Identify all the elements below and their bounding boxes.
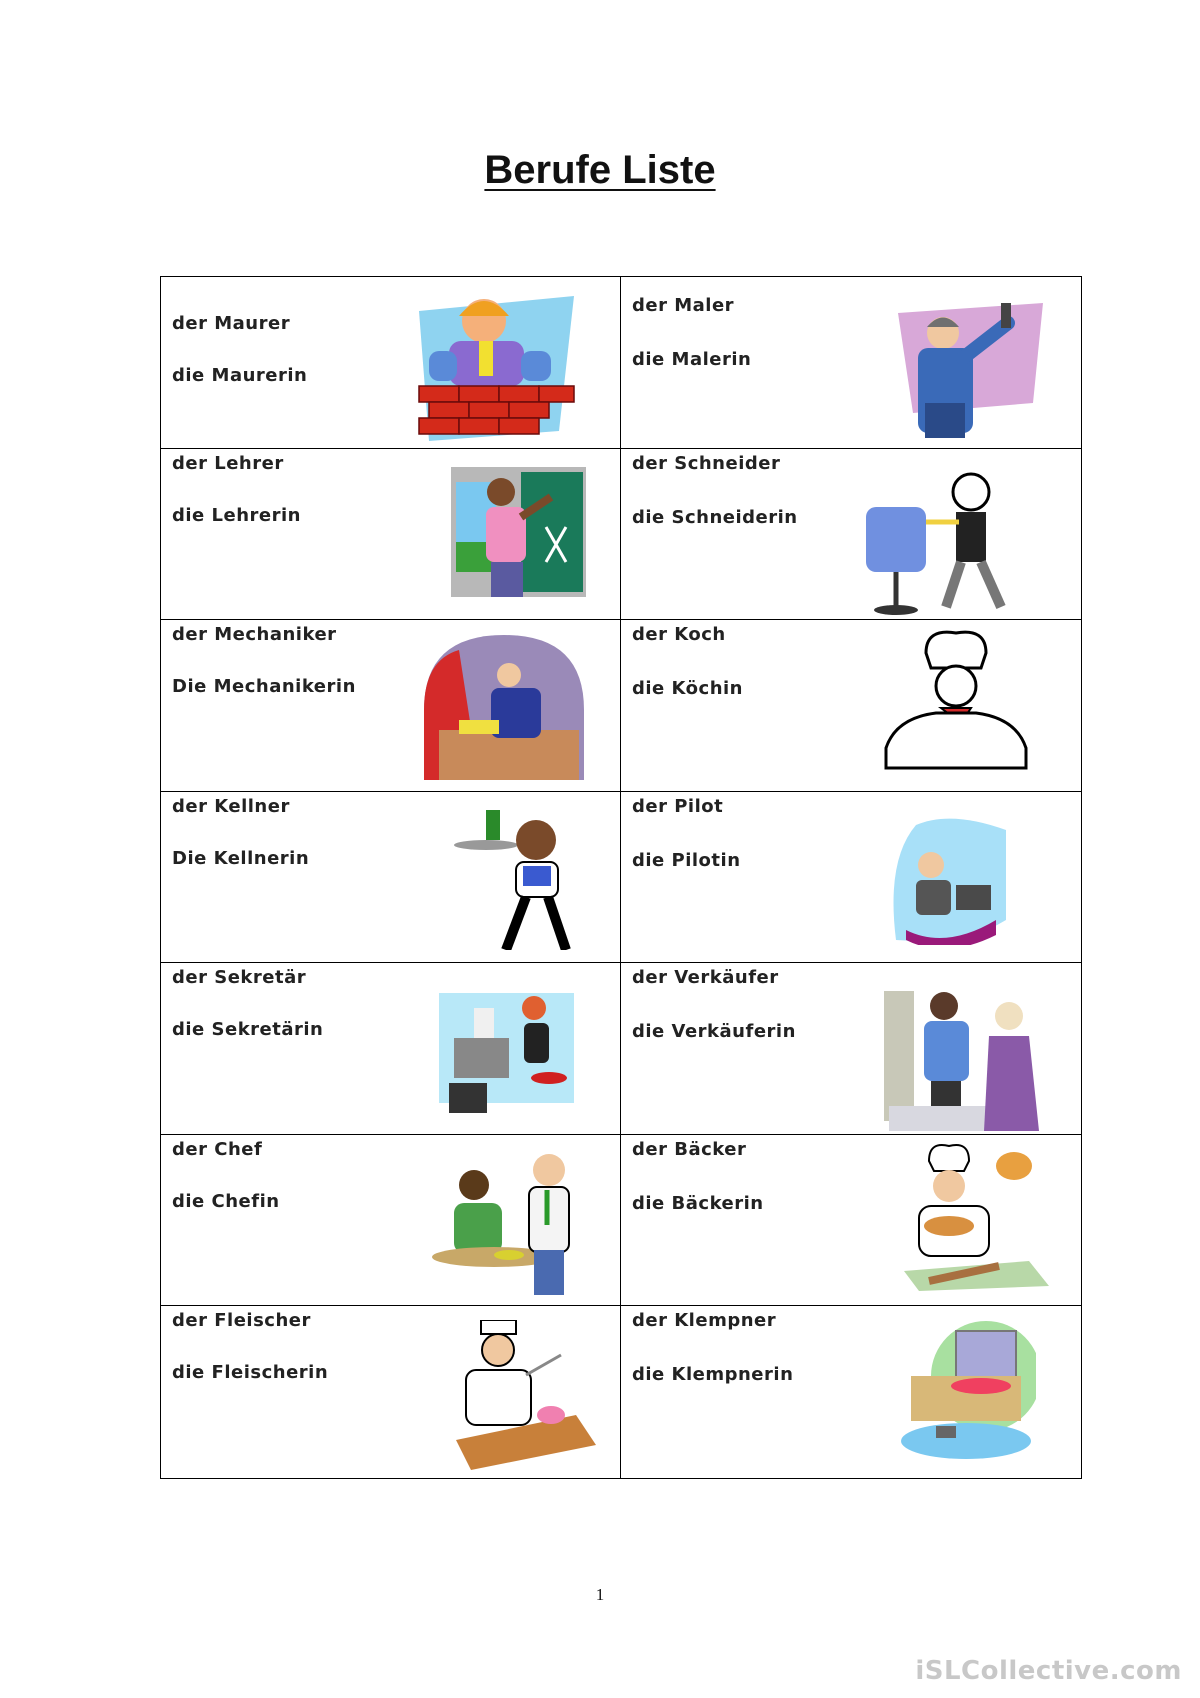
feminine-term: die Verkäuferin <box>632 1021 796 1043</box>
pilot-icon <box>886 810 1016 945</box>
feminine-term: die Sekretärin <box>172 1019 324 1041</box>
masculine-term: der Mechaniker <box>172 624 337 646</box>
boss-icon <box>429 1145 599 1295</box>
feminine-term: Die Mechanikerin <box>172 676 356 698</box>
table-cell <box>161 963 621 1135</box>
painter-icon <box>883 293 1053 443</box>
masculine-term: der Verkäufer <box>632 967 779 989</box>
masculine-term: der Chef <box>172 1138 263 1160</box>
feminine-term: die Malerin <box>632 349 752 370</box>
plumber-icon <box>896 1316 1036 1466</box>
tailor-icon <box>851 467 1021 617</box>
table-cell <box>621 792 1081 964</box>
feminine-term: die Schneiderin <box>632 506 798 528</box>
table-cell <box>621 1135 1081 1307</box>
feminine-term: die Lehrerin <box>172 504 301 526</box>
masculine-term: der Fleischer <box>172 1310 311 1332</box>
watermark: iSLCollective.com <box>915 1656 1182 1686</box>
feminine-term: Die Kellnerin <box>172 847 310 869</box>
table-cell <box>161 277 621 449</box>
table-cell <box>621 277 1081 449</box>
masculine-term: der Maler <box>632 295 735 316</box>
teacher-icon <box>451 467 586 597</box>
bricklayer-icon <box>409 291 579 441</box>
masculine-term: der Pilot <box>632 795 724 817</box>
table-cell <box>621 963 1081 1135</box>
page-title: Berufe Liste <box>484 148 716 192</box>
masculine-term: der Lehrer <box>172 452 284 474</box>
masculine-term: der Koch <box>632 624 726 646</box>
masculine-term: der Kellner <box>172 795 290 817</box>
waiter-icon <box>451 800 621 950</box>
page-number: 1 <box>595 1585 605 1604</box>
cook-icon <box>866 628 1036 778</box>
baker-icon <box>889 1141 1059 1291</box>
butcher-icon <box>441 1320 601 1470</box>
feminine-term: die Maurerin <box>172 365 308 386</box>
masculine-term: der Schneider <box>632 452 781 474</box>
table-cell <box>621 449 1081 621</box>
feminine-term: die Klempnerin <box>632 1364 794 1386</box>
table-cell <box>621 1306 1081 1478</box>
table-cell <box>161 792 621 964</box>
masculine-term: der Maurer <box>172 313 291 334</box>
feminine-term: die Bäckerin <box>632 1192 764 1214</box>
table-cell <box>621 620 1081 792</box>
table-cell <box>161 449 621 621</box>
secretary-icon <box>439 983 579 1118</box>
table-cell <box>161 620 621 792</box>
professions-table <box>160 276 1082 1479</box>
salesperson-icon <box>879 981 1049 1131</box>
feminine-term: die Chefin <box>172 1190 280 1212</box>
masculine-term: der Sekretär <box>172 967 307 989</box>
feminine-term: die Fleischerin <box>172 1362 329 1384</box>
table-cell <box>161 1306 621 1478</box>
feminine-term: die Pilotin <box>632 849 741 871</box>
table-cell <box>161 1135 621 1307</box>
masculine-term: der Klempner <box>632 1310 777 1332</box>
masculine-term: der Bäcker <box>632 1138 747 1160</box>
feminine-term: die Köchin <box>632 678 743 700</box>
mechanic-icon <box>419 630 589 780</box>
